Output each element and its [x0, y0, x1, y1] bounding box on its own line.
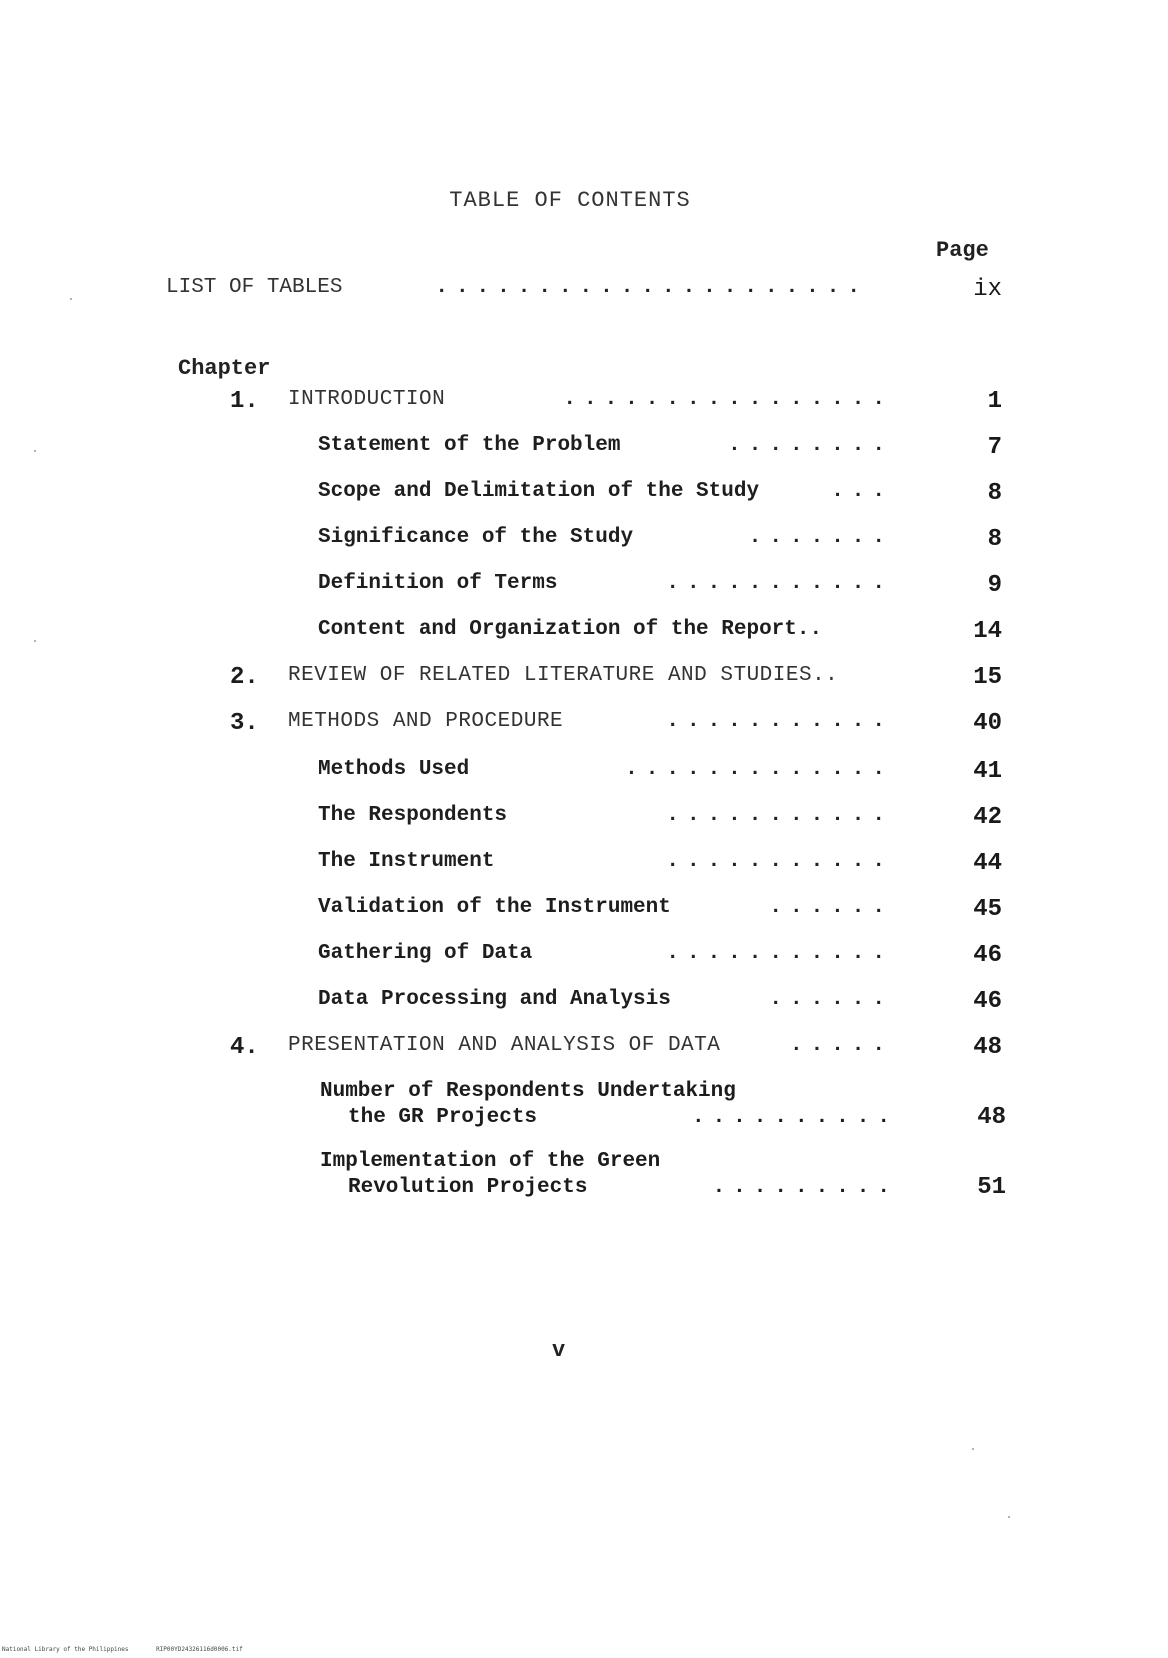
- toc-entry-label: REVIEW OF RELATED LITERATURE AND STUDIES..: [288, 664, 839, 687]
- toc-entry-label-line1: Number of Respondents Undertaking: [320, 1080, 736, 1103]
- dot-leader: ...........: [666, 572, 893, 595]
- dot-leader: .......: [748, 526, 893, 549]
- toc-entry: [0, 618, 1168, 652]
- toc-entry: [0, 804, 1168, 838]
- scan-speck: [34, 450, 36, 452]
- scan-footer: [2, 1646, 267, 1653]
- dot-leader: ......: [769, 896, 893, 919]
- chapter-number: 3.: [230, 710, 259, 737]
- toc-entry-two-line: [0, 1080, 1168, 1140]
- toc-entry-label: PRESENTATION AND ANALYSIS OF DATA: [288, 1034, 721, 1057]
- toc-entry: [0, 480, 1168, 514]
- toc-entry-page: 14: [973, 618, 1002, 645]
- chapter-number: 1.: [230, 388, 259, 415]
- toc-entry-label: LIST OF TABLES: [166, 276, 343, 299]
- scan-speck: [34, 640, 36, 642]
- dot-leader: ......: [769, 988, 893, 1011]
- chapter-number: 2.: [230, 664, 259, 691]
- page-column-header: Page: [936, 238, 989, 263]
- footer-filename: RIP00YD24326116d0006.tif: [156, 1646, 243, 1653]
- toc-entry-page: 46: [973, 942, 1002, 969]
- dot-leader: ...: [831, 480, 893, 503]
- dot-leader: .....: [789, 1034, 893, 1057]
- dot-leader: ..........: [691, 1106, 898, 1129]
- toc-entry-page: 46: [973, 988, 1002, 1015]
- toc-entry: [0, 896, 1168, 930]
- scan-speck: [70, 298, 72, 300]
- toc-entry-chapter-4: [0, 1034, 1168, 1068]
- toc-entry-page: 9: [987, 572, 1002, 599]
- toc-entry-page: 8: [987, 526, 1002, 553]
- toc-entry: [0, 942, 1168, 976]
- toc-entry-page: 48: [977, 1104, 1006, 1131]
- dot-leader: ...........: [666, 850, 893, 873]
- scan-speck: [1008, 1516, 1010, 1518]
- toc-entry-label: Validation of the Instrument: [318, 896, 671, 919]
- chapter-number: 4.: [230, 1034, 259, 1061]
- toc-entry-page: 8: [987, 480, 1002, 507]
- toc-entry-label: METHODS AND PROCEDURE: [288, 710, 564, 733]
- toc-entry-page: 51: [977, 1174, 1006, 1201]
- chapter-header: Chapter: [178, 356, 271, 381]
- toc-entry: [0, 988, 1168, 1022]
- toc-entry-page: 7: [987, 434, 1002, 461]
- dot-leader: .....................: [435, 276, 868, 299]
- toc-entry-label: Statement of the Problem: [318, 434, 621, 457]
- toc-entry-list-of-tables: [0, 276, 1168, 310]
- toc-entry-page: 1: [987, 388, 1002, 415]
- toc-entry-page: 15: [973, 664, 1002, 691]
- toc-entry-label: Gathering of Data: [318, 942, 533, 965]
- page-folio: v: [552, 1338, 566, 1363]
- toc-entry-chapter-3: [0, 710, 1168, 744]
- dot-leader: ...........: [666, 804, 893, 827]
- dot-leader: ...........: [666, 942, 893, 965]
- dot-leader: ........: [728, 434, 893, 457]
- toc-entry-page: 45: [973, 896, 1002, 923]
- toc-entry-label: Significance of the Study: [318, 526, 634, 549]
- toc-entry-chapter-1: [0, 388, 1168, 422]
- toc-entry-label: Definition of Terms: [318, 572, 558, 595]
- toc-entry-label-line1: Implementation of the Green: [320, 1150, 661, 1173]
- toc-entry-label: The Respondents: [318, 804, 508, 827]
- dot-leader: ...........: [666, 710, 893, 733]
- toc-entry: [0, 434, 1168, 468]
- toc-entry-label: Scope and Delimitation of the Study: [318, 480, 760, 503]
- toc-entry: [0, 758, 1168, 792]
- toc-entry-two-line: [0, 1150, 1168, 1210]
- toc-title: TABLE OF CONTENTS: [449, 188, 691, 213]
- toc-entry-label: Content and Organization of the Report..: [318, 618, 823, 641]
- toc-entry: [0, 850, 1168, 884]
- toc-entry: [0, 572, 1168, 606]
- footer-library: National Library of the Philippines: [2, 1646, 129, 1653]
- toc-entry-page: ix: [973, 276, 1002, 303]
- toc-entry-chapter-2: [0, 664, 1168, 698]
- dot-leader: .........: [712, 1176, 898, 1199]
- toc-entry-page: 42: [973, 804, 1002, 831]
- toc-entry-label-line2: the GR Projects: [348, 1106, 538, 1129]
- dot-leader: .............: [625, 758, 893, 781]
- toc-entry-page: 41: [973, 758, 1002, 785]
- toc-entry-page: 48: [973, 1034, 1002, 1061]
- toc-entry-page: 44: [973, 850, 1002, 877]
- scan-speck: [972, 1448, 974, 1450]
- toc-entry-label: The Instrument: [318, 850, 495, 873]
- toc-entry-label-line2: Revolution Projects: [348, 1176, 588, 1199]
- toc-entry-label: Data Processing and Analysis: [318, 988, 671, 1011]
- toc-entry: [0, 526, 1168, 560]
- toc-entry-page: 40: [973, 710, 1002, 737]
- dot-leader: ................: [563, 388, 893, 411]
- toc-entry-label: INTRODUCTION: [288, 388, 446, 411]
- toc-entry-label: Methods Used: [318, 758, 470, 781]
